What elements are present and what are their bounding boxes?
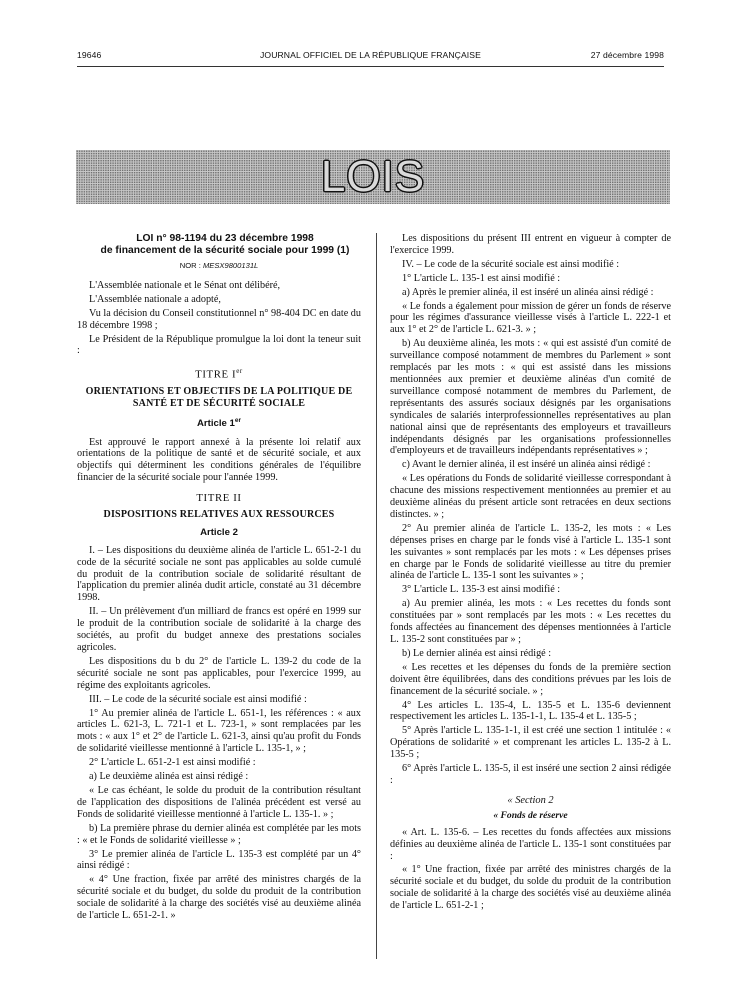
- paragraph: b) Le dernier alinéa est ainsi rédigé :: [402, 647, 552, 659]
- paragraph: 3° Le premier alinéa de l'article L. 135-3 est complété par un 4° ainsi rédigé :: [77, 848, 361, 872]
- paragraph: 1° L'article L. 135-1 est ainsi modifié :: [402, 272, 561, 284]
- page-header: [77, 50, 664, 64]
- paragraph: a) Après le premier alinéa, il est inséré un alinéa ainsi rédigé :: [402, 286, 654, 298]
- article-1-text: Est approuvé le rapport annexé à la présente loi relatif aux orientations de la politique de santé et de sécurité sociale, et aux objectifs qui déterminent les conditions générales de l'équilibre financier de la sécurité sociale pour l'année 1999.: [77, 436, 361, 484]
- paragraph: Les dispositions du présent III entrent en vigueur à compter de l'exercice 1999.: [390, 233, 671, 256]
- titre-2-heading: DISPOSITIONS RELATIVES AUX RESSOURCES: [103, 509, 335, 521]
- section-2-body: [390, 827, 671, 912]
- paragraph: IV. – Le code de la sécurité sociale est ainsi modifié :: [402, 258, 620, 270]
- paragraph: b) Au deuxième alinéa, les mots : « qui est assisté d'un comité de surveillance composé notamment de membres du Parlement » sont remplacés par les mots : « qui est assisté dans les missions mentionnées aux premier et deuxième alinéas d'un comité de surveillance composé notamment de membres du Parlement, de représentants des assurés sociaux désignés par les organisations syndicales de salariés interprofessionnelles représentatives au plan national ainsi que de représentants des employeurs et travailleurs indépendants désignés par les organisations professionnelles d'employeurs et de travailleurs indépendants représentatives » ;: [390, 338, 671, 457]
- paragraph: « Le cas échéant, le solde du produit de la contribution résultant de l'application des dispositions de l'alinéa précédent est versé au Fonds de solidarité vieillesse mentionné à l'article L. 135-1. » ;: [77, 784, 361, 820]
- paragraph: 2° Au premier alinéa de l'article L. 135-2, les mots : « Les dépenses prises en charge par le fonds visé à l'article L. 135-1 sont les suivantes » sont remplacés par les mots : « Les dépenses prises en charge par le Fonds de solidarité vieillesse au titre du premier alinéa de l'article L. 135-1 sont les suivantes » ;: [390, 522, 671, 582]
- page-number: 19646: [77, 50, 102, 60]
- article-1-label: Article 1er: [196, 417, 242, 430]
- paragraph: 2° L'article L. 651-2-1 est ainsi modifié :: [89, 757, 256, 769]
- paragraph: 5° Après l'article L. 135-1-1, il est créé une section 1 intitulée : « Opérations de solidarité » et comprenant les articles L. 135-2 à L. 135-5 ;: [390, 725, 671, 761]
- column-divider: [376, 233, 377, 959]
- lois-banner: [76, 150, 670, 204]
- journal-title: JOURNAL OFFICIEL DE LA RÉPUBLIQUE FRANÇAISE: [260, 50, 481, 60]
- paragraph: « 4° Une fraction, fixée par arrêté des ministres chargés de la sécurité sociale et du budget, du solde du produit de la contribution sociale de solidarité à la charge des sociétés visé au deuxième alinéa de l'article L. 651-2-1. »: [77, 874, 361, 922]
- paragraph: « Art. L. 135-6. – Les recettes du fonds affectées aux missions définies au deuxième alinéa de l'article L. 135-1 sont constituées par :: [390, 826, 671, 862]
- article-2-label: Article 2: [200, 526, 238, 538]
- paragraph: Le Président de la République promulgue la loi dont la teneur suit :: [77, 333, 361, 357]
- paragraph: 4° Les articles L. 135-4, L. 135-5 et L. 135-6 deviennent respectivement les articles L. 135-1-1, L. 135-4 et L. 135-5 ;: [390, 699, 671, 723]
- paragraph: a) Au premier alinéa, les mots : « Les recettes du fonds sont constituées par » sont remplacés par les mots : « Les recettes du fonds affectées au financement des dépenses mentionnées à l'article L. 135-2 sont constituées par » ;: [390, 598, 671, 645]
- law-title-line2: de financement de la sécurité sociale pour 1999 (1): [100, 245, 350, 256]
- nor-reference: [77, 260, 361, 272]
- paragraph: « Les opérations du Fonds de solidarité vieillesse correspondant à chacune des missions respectivement mentionnées au premier et au deuxième alinéas du présent article sont retracées en deux sections distinctes. » ;: [390, 473, 671, 520]
- paragraph: I. – Les dispositions du deuxième alinéa de l'article L. 651-2-1 du code de la sécurité sociale ne sont pas applicables au solde cumulé du produit de la contribution sociale de solidarité résultant de l'application du premier alinéa dudit article, constaté au 31 décembre 1998.: [77, 544, 361, 604]
- paragraph: III. – Le code de la sécurité sociale est ainsi modifié :: [89, 693, 307, 705]
- paragraph: c) Avant le dernier alinéa, il est inséré un alinéa ainsi rédigé :: [402, 459, 651, 471]
- right-column: [390, 233, 671, 914]
- paragraph: Vu la décision du Conseil constitutionnel n° 98-404 DC en date du 18 décembre 1998 ;: [77, 307, 361, 331]
- paragraph: « 1° Une fraction, fixée par arrêté des ministres chargés de la sécurité sociale et du budget, du solde du produit de la contribution sociale de solidarité à la charge des sociétés visé au deuxième alinéa de l'article L. 651-2-1 ;: [390, 864, 671, 912]
- paragraph: Les dispositions du b du 2° de l'article L. 139-2 du code de la sécurité sociale ne sont pas applicables, pour l'exercice 1999, au régime des exploitants agricoles.: [77, 655, 361, 691]
- paragraph: 6° Après l'article L. 135-5, il est inséré une section 2 ainsi rédigée :: [390, 763, 671, 786]
- paragraph: « Les recettes et les dépenses du fonds de la première section doivent être équilibrées, dans des conditions prévues par les lois de financement de la sécurité sociale. » ;: [390, 661, 671, 697]
- publication-date: 27 décembre 1998: [590, 50, 664, 60]
- paragraph: 1° Au premier alinéa de l'article L. 651-1, les références : « aux articles L. 621-3, L. 721-1 et L. 723-1, » sont remplacées par les mots : « aux 1° et 2° de l'article L. 621-3, ainsi qu'au profit du Fonds de solidarité vieillesse mentionné à l'article L. 135-1, » ;: [77, 707, 361, 755]
- nor-label: NOR :: [179, 261, 203, 270]
- header-rule: [77, 66, 664, 67]
- paragraph: b) La première phrase du dernier alinéa est complétée par les mots : « et le Fonds de solidarité vieillesse » ;: [77, 822, 361, 846]
- article-2-body: [77, 545, 361, 922]
- paragraph: « Le fonds a également pour mission de gérer un fonds de réserve pour les régimes d'assurance vieillesse visés à l'article L. 222-1 et aux 1° et 2° de l'article L. 621-3. » ;: [390, 300, 671, 336]
- banner-word: LOIS: [320, 152, 426, 201]
- article-2-continued: [390, 233, 671, 787]
- titre-1-label: TITRE Ier: [195, 367, 243, 381]
- section-2-subheading: « Fonds de réserve: [493, 809, 568, 821]
- preamble: [77, 280, 361, 357]
- paragraph: L'Assemblée nationale a adopté,: [89, 293, 221, 305]
- section-2-heading: « Section 2: [507, 794, 554, 806]
- paragraph: L'Assemblée nationale et le Sénat ont délibéré,: [89, 279, 281, 291]
- nor-value: MESX9800131L: [202, 261, 259, 270]
- titre-2-label: TITRE II: [196, 492, 242, 505]
- left-column: [77, 233, 361, 924]
- paragraph: a) Le deuxième alinéa est ainsi rédigé :: [89, 771, 249, 783]
- paragraph: II. – Un prélèvement d'un milliard de francs est opéré en 1999 sur le produit de la contribution sociale de solidarité à la charge des sociétés, au profit du budget annexe des prestations sociales agricoles.: [77, 606, 361, 654]
- law-title-line1: LOI n° 98-1194 du 23 décembre 1998: [136, 233, 314, 244]
- titre-1-heading: ORIENTATIONS ET OBJECTIFS DE LA POLITIQUE DE SANTÉ ET DE SÉCURITÉ SOCIALE: [85, 385, 353, 409]
- paragraph: 3° L'article L. 135-3 est ainsi modifié :: [402, 584, 561, 596]
